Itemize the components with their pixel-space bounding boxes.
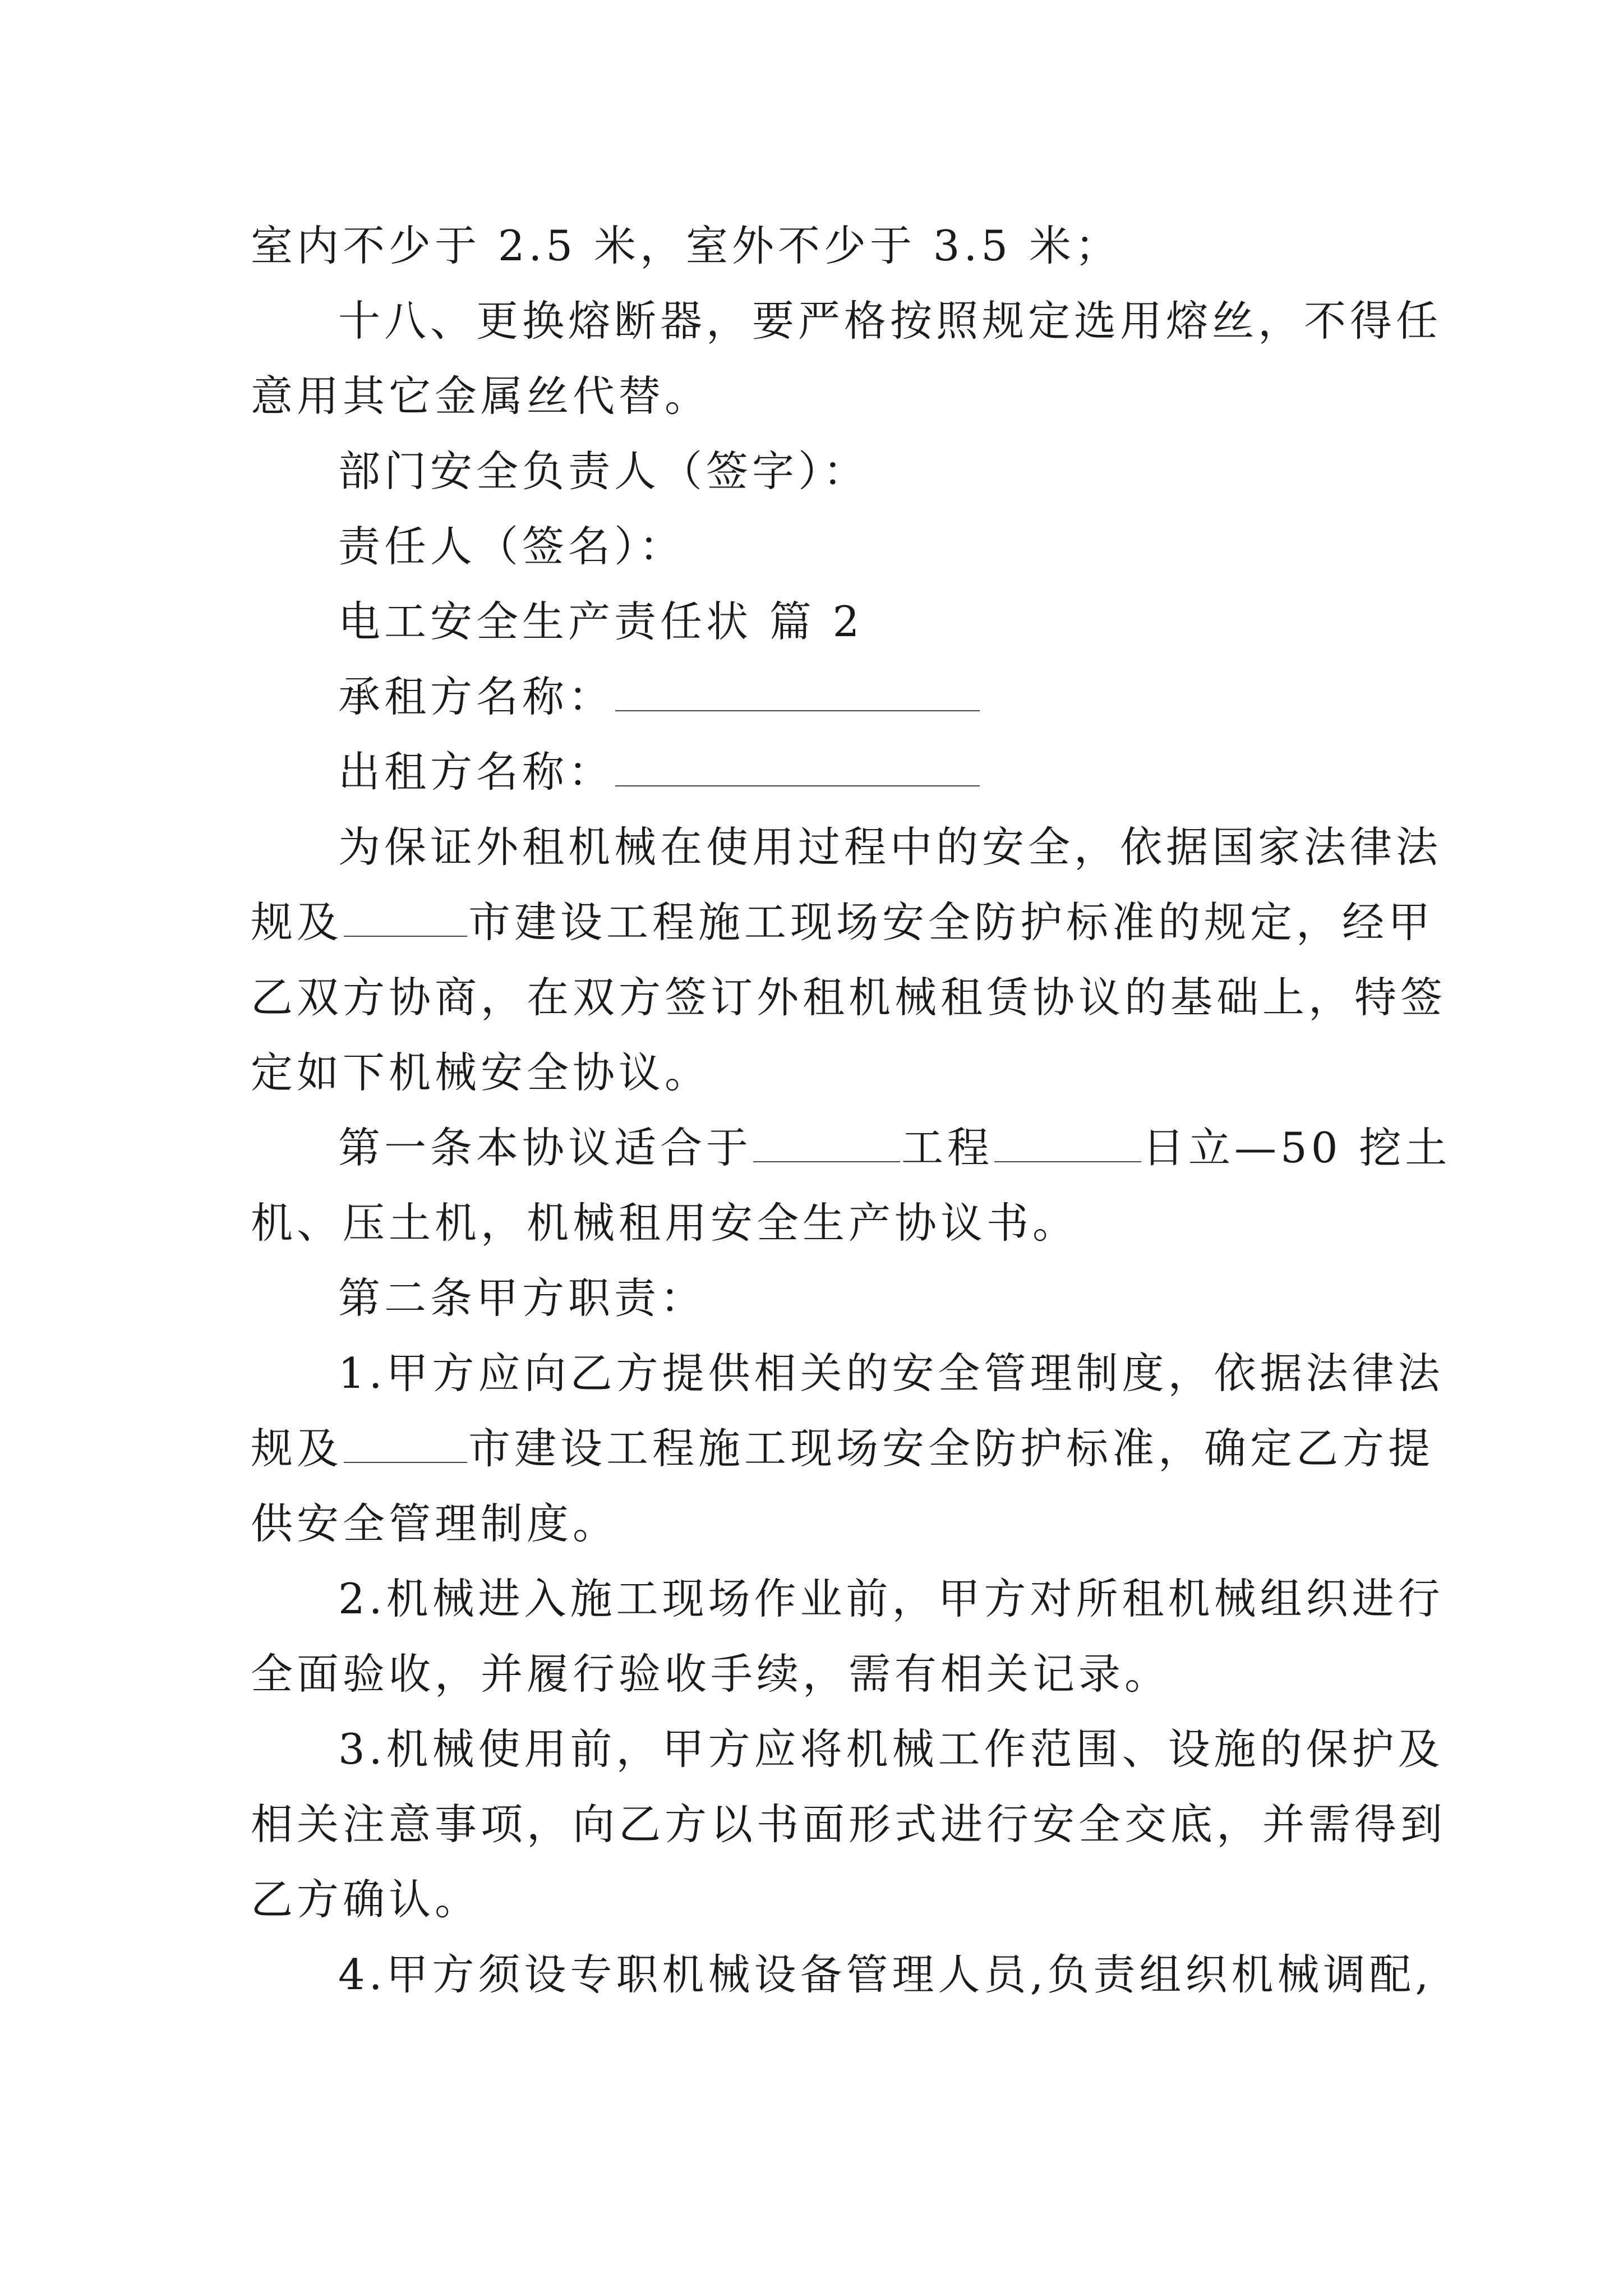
fill-in-blank — [344, 1427, 467, 1463]
fill-in-blank — [615, 751, 980, 786]
line-text: 规及 — [251, 1424, 343, 1473]
text-line — [338, 819, 1442, 875]
text-line — [338, 1345, 1444, 1401]
line-text: 责任人（签名）： — [338, 522, 685, 571]
fill-in-blank — [994, 1126, 1141, 1162]
lessee-name-line — [338, 669, 981, 725]
section-heading — [338, 593, 863, 650]
line-text: 第二条甲方职责： — [338, 1273, 707, 1323]
text-line — [251, 969, 1446, 1025]
line-text: 室内不少于 2.5 米，室外不少于 3.5 米； — [251, 221, 1121, 270]
line-text: 市建设工程施工现场安全防护标准，确定乙方提 — [468, 1424, 1435, 1473]
line-text: 工程 — [901, 1123, 994, 1172]
lessor-name-line — [338, 744, 981, 800]
heading-text: 电工安全生产责任状 篇 2 — [338, 597, 864, 646]
text-line — [338, 1120, 1451, 1176]
line-text: 乙方确认。 — [251, 1875, 481, 1924]
text-line — [251, 218, 1121, 274]
line-text: 为保证外租机械在使用过程中的安全，依据国家法律法 — [338, 822, 1442, 872]
text-line — [251, 894, 1434, 950]
text-line — [251, 1045, 711, 1101]
text-line — [251, 1420, 1434, 1476]
fill-in-blank — [615, 675, 980, 711]
line-text: 机、压土机，机械租用安全生产协议书。 — [251, 1198, 1079, 1248]
text-line — [338, 1270, 706, 1326]
text-line — [338, 1721, 1444, 1777]
line-text: 供安全管理制度。 — [251, 1499, 619, 1548]
text-line — [338, 1947, 1432, 2003]
line-text: 日立—50 挖土 — [1142, 1123, 1451, 1172]
line-text: 定如下机械安全协议。 — [251, 1048, 711, 1097]
text-line — [251, 1646, 1170, 1702]
text-line — [251, 1496, 619, 1552]
fill-in-blank — [344, 901, 467, 937]
line-text: 4.甲方须设专职机械设备管理人员,负责组织机械调配, — [338, 1950, 1433, 1999]
signature-line-responsible — [338, 518, 685, 574]
line-text: 乙双方协商，在双方签订外租机械租赁协议的基础上，特签 — [251, 973, 1447, 1022]
line-text: 十八、更换熔断器，要严格按照规定选用熔丝，不得任 — [338, 296, 1442, 346]
line-text: 第一条本协议适合于 — [338, 1123, 753, 1172]
line-text: 出租方名称： — [338, 747, 615, 797]
fill-in-blank — [753, 1126, 900, 1162]
text-line — [338, 1571, 1444, 1627]
line-text: 意用其它金属丝代替。 — [251, 371, 711, 421]
line-text: 2.机械进入施工现场作业前，甲方对所租机械组织进行 — [338, 1574, 1444, 1623]
line-text: 相关注意事项，向乙方以书面形式进行安全交底，并需得到 — [251, 1800, 1447, 1849]
line-text: 市建设工程施工现场安全防护标准的规定，经甲 — [468, 898, 1435, 947]
line-text: 部门安全负责人（签字）： — [338, 447, 869, 496]
text-line — [251, 1796, 1446, 1852]
line-text: 1.甲方应向乙方提供相关的安全管理制度，依据法律法 — [338, 1349, 1444, 1398]
line-text: 全面验收，并履行验收手续，需有相关记录。 — [251, 1649, 1171, 1699]
text-line — [251, 1195, 1078, 1251]
signature-line-department — [338, 443, 869, 499]
text-line — [251, 368, 711, 424]
line-text: 规及 — [251, 898, 343, 947]
line-text: 3.机械使用前，甲方应将机械工作范围、设施的保护及 — [338, 1724, 1444, 1774]
line-text: 承租方名称： — [338, 672, 615, 721]
text-line — [338, 293, 1442, 349]
text-line — [251, 1871, 481, 1927]
